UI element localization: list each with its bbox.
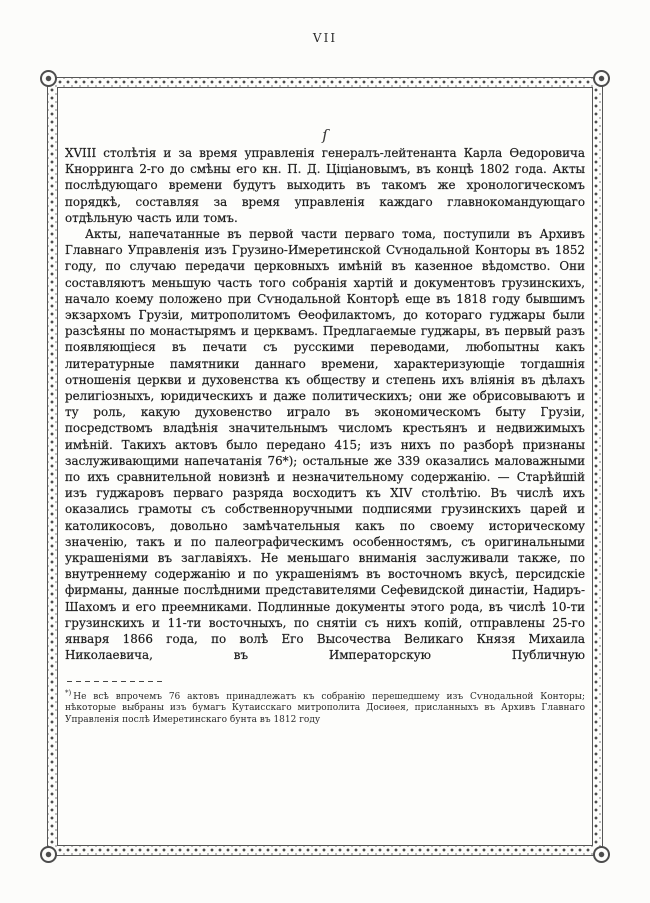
page-number: VII <box>312 31 338 45</box>
corner-rosette-icon <box>593 846 610 863</box>
footnote-separator <box>67 681 163 682</box>
ornamental-border <box>47 77 603 856</box>
corner-rosette-icon <box>40 846 57 863</box>
footnote-marker: *) <box>65 688 72 697</box>
corner-rosette-icon <box>40 70 57 87</box>
corner-rosette-icon <box>593 70 610 87</box>
paragraph-continuation: XVIII столѣтія и за время управленія генералъ-лейтенанта Карла Ѳедоровича Кнорринга 2-го до смѣны его кн. П. Д. Ціціановымъ, въ концѣ 1802 года. Акты послѣдующаго времени будутъ выходить въ такомъ же хронологическомъ порядкѣ, составляя за время управленія каждаго главнокомандующаго отдѣльную часть или томъ. <box>65 146 585 225</box>
fleuron-ornament-icon: ſ <box>322 126 328 144</box>
paragraph-main: Акты, напечатанные въ первой части перваго тома, поступили въ Архивъ Главнаго Управленія изъ Грузино-Имеретинской Сѵнодальной Конторы въ 1852 году, по случаю передачи церковныхъ имѣній въ казенное вѣдомство. Они составляютъ меньшую часть того собранія хартій и документовъ грузинскихъ, начало коему положено при Сѵнодальной Конторѣ еще въ 1818 году бывшимъ экзархомъ Грузіи, митрополитомъ Ѳеофилактомъ, до котораго гуджары были разсѣяны по монастырямъ и церквамъ. Предлагаемые гуджары, въ первый разъ появляющіеся въ печати съ русскими переводами, любопытны какъ литературные памятники даннаго времени, характеризующіе тогдашнія отношенія церкви и духовенства къ обществу и степень ихъ вліянія въ дѣлахъ религіозныхъ, юридическихъ и даже политическихъ; они же обрисовываютъ и ту роль, какую духовенство играло въ экономическомъ быту Грузіи, посредствомъ владѣнія значительнымъ числомъ крестьянъ и недвижимыхъ имѣній. Такихъ актовъ было передано 415; изъ нихъ по разборѣ признаны заслуживающими напечатанія 76*); остальные же 339 оказались маловажными по ихъ сравнительной новизнѣ и незначительному содержанію. — Старѣйшій изъ гуджаровъ перваго разряда восходитъ къ XIV столѣтію. Въ числѣ ихъ оказались грамоты съ собственноручными подписями грузинскихъ царей и католикосовъ, довольно замѣчательныя какъ по своему историческому значенію, такъ и по палеографическимъ особенностямъ, съ оригинальными украшеніями въ заглавіяхъ. Не меньшаго вниманія заслуживали также, по внутреннему содержанію и по украшеніямъ въ восточномъ вкусѣ, персидскіе фирманы, данные послѣдними представителями Сефевидской династіи, Надиръ-Шахомъ и его преемниками. Подлинные документы этого рода, въ числѣ 10-ти грузинскихъ и 11-ти восточныхъ, по снятіи съ нихъ копій, отправлены 25-го января 1866 года, по волѣ Его Высочества Великаго Князя Михаила Николаевича, въ Императорскую Публичную <box>65 227 585 663</box>
footnote <box>65 688 585 727</box>
page-content <box>57 87 593 846</box>
footnote-text: Не всѣ впрочемъ 76 актовъ принадлежатъ къ собранію перешедшему изъ Сѵнодальной Конторы; нѣкоторые выбраны изъ бумагъ Кутаисскаго митрополита Досиѳея, присланныхъ въ Архивъ Главнаго Управленія послѣ Имеретинскаго бунта въ 1812 году <box>65 691 585 725</box>
